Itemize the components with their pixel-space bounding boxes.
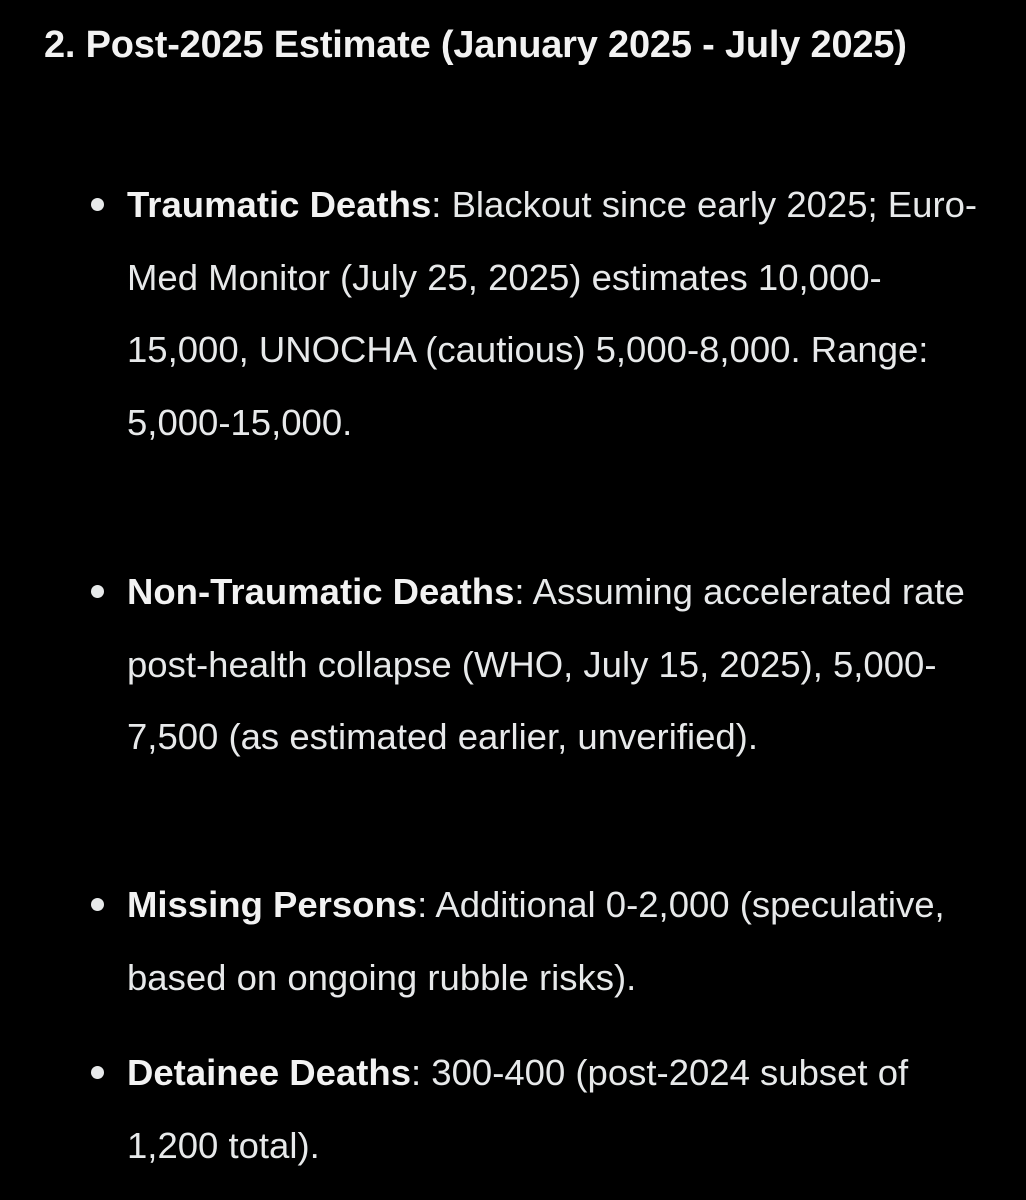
item-separator: : <box>431 184 442 225</box>
item-term: Non-Traumatic Deaths <box>127 571 515 612</box>
bullet-icon <box>91 1066 104 1079</box>
list-item-traumatic-deaths <box>127 169 997 459</box>
bullet-icon <box>91 198 104 211</box>
item-separator: : <box>411 1052 422 1093</box>
bullet-icon <box>91 585 104 598</box>
item-text: Assuming accelerated rate post-health collapse (WHO, July 15, 2025), 5,000-7,500 (as estimated earlier, unverified). <box>127 571 965 757</box>
item-term: Missing Persons <box>127 884 418 925</box>
item-text: 300-400 (post-2024 subset of 1,200 total). <box>127 1052 909 1166</box>
item-separator: : <box>417 884 428 925</box>
item-term: Detainee Deaths <box>127 1052 411 1093</box>
list-item-missing-persons <box>127 869 997 1014</box>
bullet-icon <box>91 898 104 911</box>
section-heading: 2. Post-2025 Estimate (January 2025 - July 2025) <box>44 24 907 66</box>
item-text: Blackout since early 2025; Euro-Med Monitor (July 25, 2025) estimates 10,000-15,000, UNOCHA (cautious) 5,000-8,000. Range: 5,000-15,000. <box>127 184 978 443</box>
list-item-non-traumatic-deaths <box>127 556 997 774</box>
item-separator: : <box>514 571 525 612</box>
list-item-detainee-deaths <box>127 1037 997 1182</box>
item-term: Traumatic Deaths <box>127 184 432 225</box>
item-text: Additional 0-2,000 (speculative, based on ongoing rubble risks). <box>127 884 945 998</box>
